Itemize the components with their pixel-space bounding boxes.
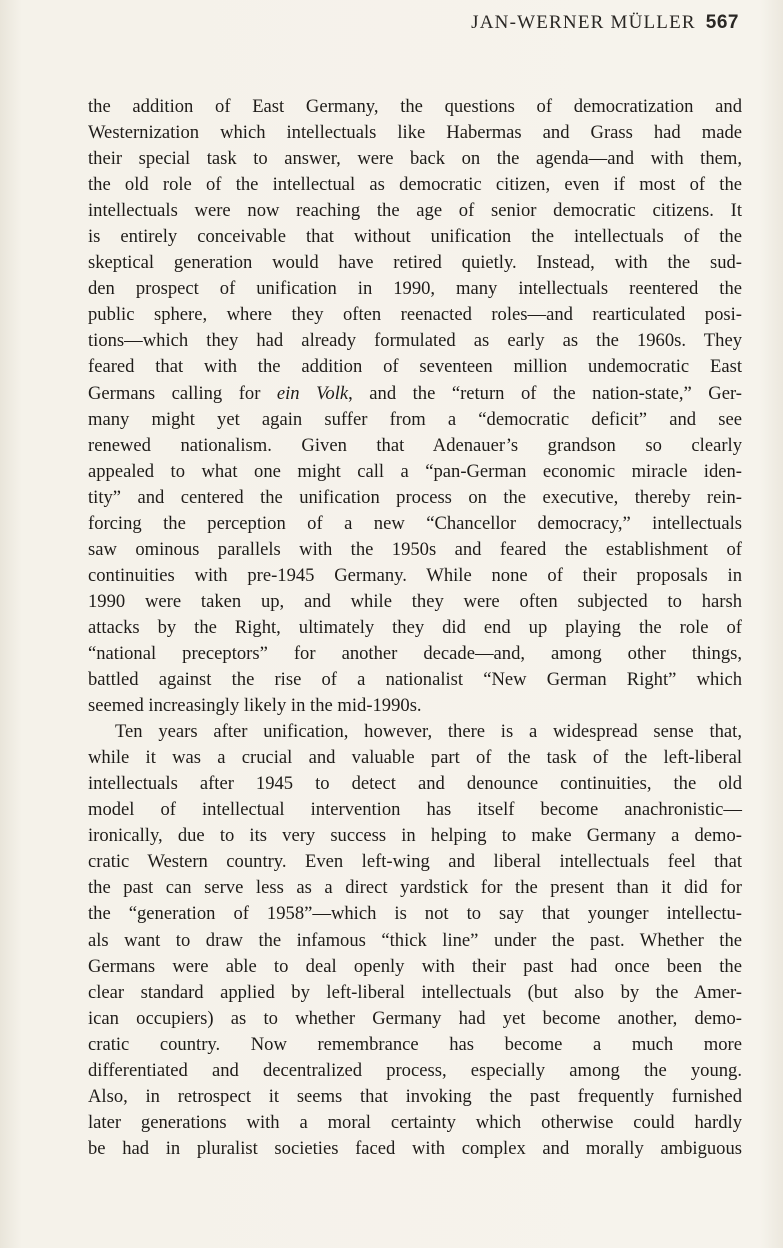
running-head — [471, 12, 739, 34]
text-segment: , and the “return of the nation-state,” Ger- — [348, 382, 742, 404]
text-line: renewed nationalism. Given that Adenauer’s grandson so clearly — [88, 434, 742, 456]
text-line: als want to draw the infamous “thick line” under the past. Whether the — [88, 929, 742, 951]
text-line: the addition of East Germany, the questions of democratization and — [88, 96, 742, 117]
text-line: “national preceptors” for another decade—and, among other things, — [88, 642, 742, 664]
text-line: attacks by the Right, ultimately they did end up playing the role of — [88, 616, 742, 638]
text-line: the “generation of 1958”—which is not to say that younger intellectu- — [88, 903, 742, 925]
body-text — [88, 94, 742, 1162]
text-line: battled against the rise of a nationalist “New German Right” which — [88, 669, 742, 691]
text-line: later generations with a moral certainty which otherwise could hardly — [88, 1111, 742, 1133]
text-line: is entirely conceivable that without unification the intellectuals of the — [88, 226, 742, 248]
text-line: den prospect of unification in 1990, many intellectuals reentered the — [88, 278, 742, 300]
text-line: while it was a crucial and valuable part of the task of the left-liberal — [88, 747, 742, 769]
text-line: Ten years after unification, however, there is a widespread sense that, — [115, 721, 742, 743]
text-line: appealed to what one might call a “pan-German economic miracle iden- — [88, 460, 742, 482]
running-head-author: JAN-WERNER MÜLLER — [471, 12, 696, 33]
text-line: intellectuals were now reaching the age of senior democratic citizens. It — [88, 200, 742, 222]
text-line: Germans were able to deal openly with their past had once been the — [88, 955, 742, 977]
text-line: skeptical generation would have retired quietly. Instead, with the sud- — [88, 252, 742, 274]
text-line: 1990 were taken up, and while they were often subjected to harsh — [88, 590, 742, 612]
text-line: differentiated and decentralized process, especially among the young. — [88, 1059, 742, 1081]
text-line — [88, 381, 742, 407]
text-line: model of intellectual intervention has itself become anachronistic— — [88, 799, 742, 821]
text-line: clear standard applied by left-liberal intellectuals (but also by the Amer- — [88, 981, 742, 1003]
text-line: the old role of the intellectual as democratic citizen, even if most of the — [88, 174, 742, 196]
text-line: the past can serve less as a direct yardstick for the present than it did for — [88, 877, 742, 899]
text-line: cratic country. Now remembrance has become a much more — [88, 1033, 742, 1055]
text-line: feared that with the addition of seventeen million undemocratic East — [88, 356, 742, 378]
text-segment: Germans calling for — [88, 382, 277, 404]
text-line: their special task to answer, were back on the agenda—and with them, — [88, 148, 742, 170]
text-line: ican occupiers) as to whether Germany had yet become another, demo- — [88, 1007, 742, 1029]
text-line: cratic Western country. Even left-wing and liberal intellectuals feel that — [88, 851, 742, 873]
text-line: saw ominous parallels with the 1950s and feared the establishment of — [88, 538, 742, 560]
text-line: ironically, due to its very success in helping to make Germany a demo- — [88, 825, 742, 847]
text-line: public sphere, where they often reenacted roles—and rearticulated posi- — [88, 304, 742, 326]
text-line: tity” and centered the unification process on the executive, thereby rein- — [88, 486, 742, 508]
text-line: many might yet again suffer from a “democratic deficit” and see — [88, 408, 742, 430]
text-line: forcing the perception of a new “Chancellor democracy,” intellectuals — [88, 512, 742, 534]
text-line: intellectuals after 1945 to detect and denounce continuities, the old — [88, 773, 742, 795]
text-line: Westernization which intellectuals like Habermas and Grass had made — [88, 122, 742, 144]
italic-phrase: ein Volk — [276, 382, 349, 404]
text-line: tions—which they had already formulated as early as the 1960s. They — [88, 330, 742, 352]
text-line: Also, in retrospect it seems that invoking the past frequently furnished — [88, 1085, 742, 1107]
text-line: continuities with pre-1945 Germany. While none of their proposals in — [88, 564, 742, 586]
text-line: be had in pluralist societies faced with complex and morally ambiguous — [88, 1137, 742, 1159]
page-number: 567 — [705, 12, 739, 33]
text-line: seemed increasingly likely in the mid-1990s. — [88, 695, 422, 717]
